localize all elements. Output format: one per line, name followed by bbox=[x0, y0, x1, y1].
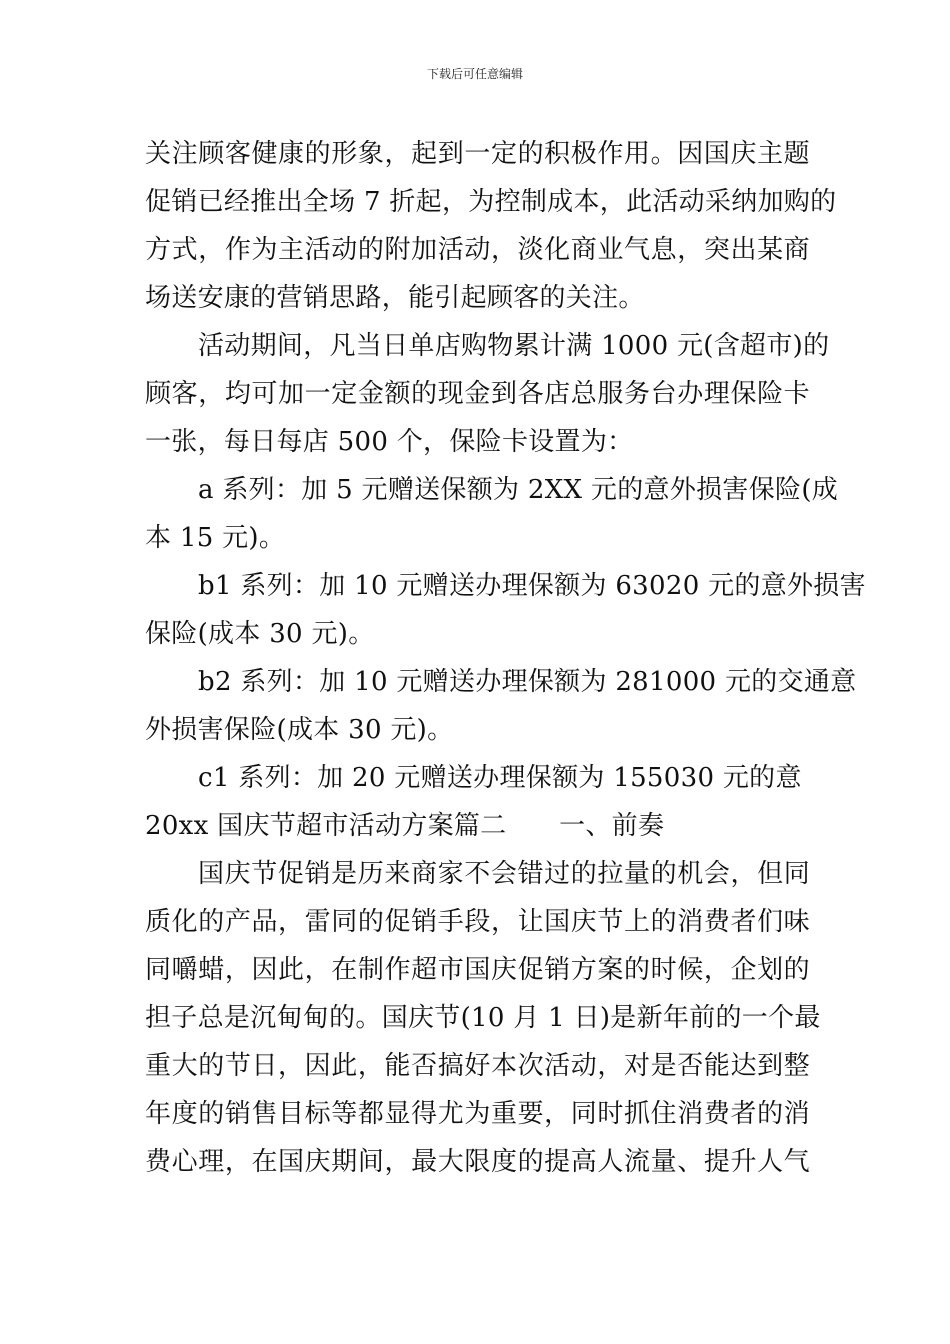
text-line: 担子总是沉甸甸的。国庆节(10 月 1 日)是新年前的一个最 bbox=[145, 1003, 821, 1033]
text-line: 外损害保险(成本 30 元)。 bbox=[145, 715, 454, 745]
text-line: 促销已经推出全场 7 折起，为控制成本，此活动采纳加购的 bbox=[145, 187, 837, 217]
section-heading: 20xx 国庆节超市活动方案篇二 一、前奏 bbox=[145, 811, 665, 841]
text-line: 关注顾客健康的形象，起到一定的积极作用。因国庆主题 bbox=[145, 139, 810, 169]
text-line: 同嚼蜡，因此，在制作超市国庆促销方案的时候，企划的 bbox=[145, 955, 810, 985]
document-body bbox=[145, 130, 866, 1186]
text-line: a 系列：加 5 元赠送保额为 2XX 元的意外损害保险(成 bbox=[198, 475, 839, 505]
text-line: 一张，每日每店 500 个，保险卡设置为： bbox=[145, 427, 634, 457]
text-line: 活动期间，凡当日单店购物累计满 1000 元(含超市)的 bbox=[198, 331, 830, 361]
text-line: 顾客，均可加一定金额的现金到各店总服务台办理保险卡 bbox=[145, 379, 810, 409]
text-line: 质化的产品，雷同的促销手段，让国庆节上的消费者们味 bbox=[145, 907, 810, 937]
text-line: 本 15 元)。 bbox=[145, 523, 286, 553]
text-line: b2 系列：加 10 元赠送办理保额为 281000 元的交通意 bbox=[198, 667, 857, 697]
text-line: b1 系列：加 10 元赠送办理保额为 63020 元的意外损害 bbox=[198, 571, 866, 601]
text-line: 场送安康的营销思路，能引起顾客的关注。 bbox=[145, 283, 645, 313]
text-line: 方式，作为主活动的附加活动，淡化商业气息，突出某商 bbox=[145, 235, 810, 265]
text-line: 年度的销售目标等都显得尤为重要，同时抓住消费者的消 bbox=[145, 1099, 810, 1129]
text-line: 重大的节日，因此，能否搞好本次活动，对是否能达到整 bbox=[145, 1051, 810, 1081]
text-line: 保险(成本 30 元)。 bbox=[145, 619, 375, 649]
page-header-note: 下载后可任意编辑 bbox=[426, 67, 523, 81]
text-line: 国庆节促销是历来商家不会错过的拉量的机会，但同 bbox=[198, 859, 810, 889]
text-line: c1 系列：加 20 元赠送办理保额为 155030 元的意 bbox=[198, 763, 802, 793]
text-line: 费心理，在国庆期间，最大限度的提高人流量、提升人气 bbox=[145, 1147, 810, 1177]
